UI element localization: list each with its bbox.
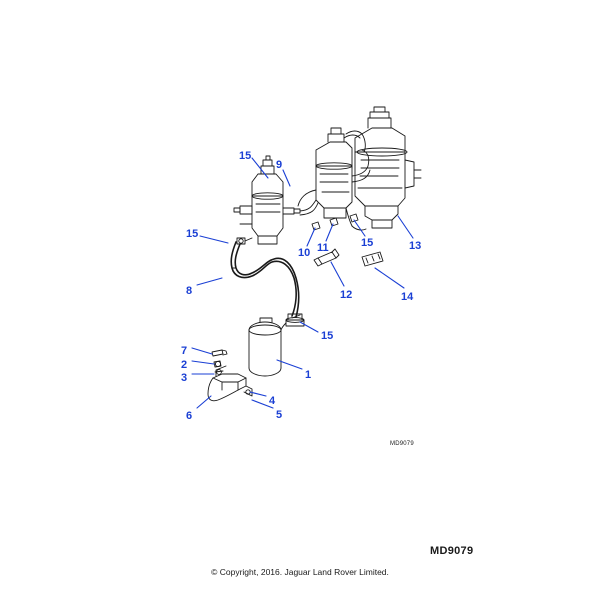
callout-number: 15: [186, 228, 199, 240]
leader-15-left: [200, 236, 228, 243]
leader-10: [307, 228, 315, 246]
leader-12: [331, 262, 344, 286]
fuel-pipes-upper: [298, 131, 370, 230]
callout-number: 8: [186, 285, 193, 297]
leader-11: [326, 224, 333, 241]
leader-8: [197, 278, 222, 285]
callout-number: 5: [276, 409, 283, 421]
callout-number: 13: [409, 240, 422, 252]
callout-number: 9: [276, 159, 283, 171]
injection-pump-body: [355, 107, 421, 228]
callout-number: 14: [401, 291, 414, 303]
sheet-code-label: MD9079: [430, 545, 474, 557]
leader-15-mid: [354, 220, 365, 236]
callout-number: 2: [181, 359, 188, 371]
filter-mount-bracket: [208, 366, 252, 401]
callout-number: 15: [239, 150, 252, 162]
callout-number: 15: [361, 237, 374, 249]
callout-number: 11: [317, 242, 329, 254]
main-fuel-hose: [231, 242, 298, 317]
callout-number: 6: [186, 410, 193, 422]
drawing-code-label: MD9079: [390, 441, 414, 447]
callout-number: 10: [298, 247, 311, 259]
callout-number: 15: [321, 330, 334, 342]
bracket-14: [362, 252, 383, 266]
leader-15-filter: [300, 322, 318, 332]
leader-2: [192, 361, 214, 364]
callout-number: 4: [269, 395, 276, 407]
copyright-notice: © Copyright, 2016. Jaguar Land Rover Limited.: [211, 567, 389, 577]
leader-13: [398, 216, 413, 238]
leader-9: [283, 170, 290, 186]
callout-number: 7: [181, 345, 188, 357]
fittings-10-11: [312, 214, 358, 230]
callout-number: 1: [305, 369, 312, 381]
distributor-block: [316, 128, 352, 218]
leader-15-top: [252, 158, 268, 178]
callout-number: 12: [340, 289, 353, 301]
leader-6: [197, 396, 211, 408]
lift-pump-body: [234, 156, 300, 244]
leader-14: [375, 268, 404, 288]
callout-leader-lines: [192, 158, 413, 408]
callout-number: 3: [181, 372, 188, 384]
fixings-small: [212, 350, 227, 374]
leader-7: [192, 348, 212, 354]
